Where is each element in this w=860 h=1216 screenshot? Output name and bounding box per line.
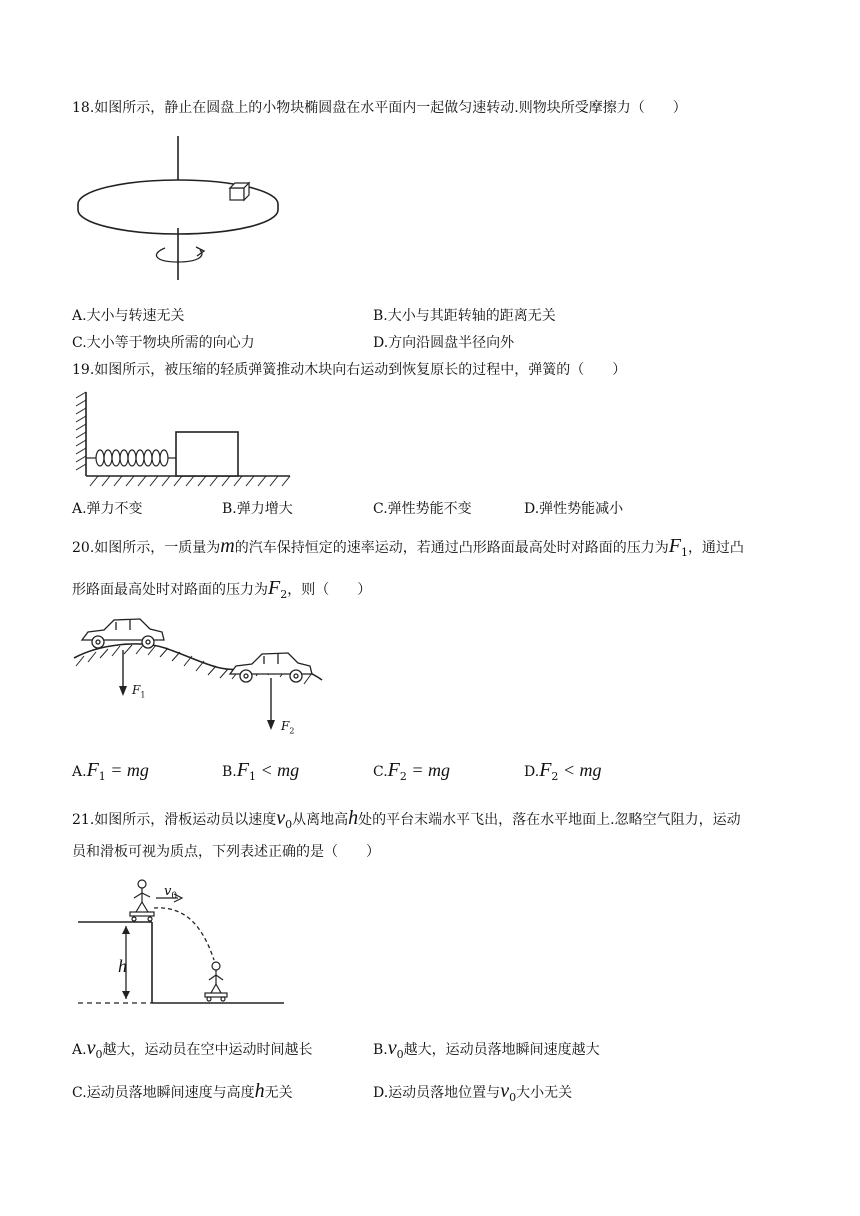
skater-top [130,880,154,921]
fig-label-v0: $v_0$ [164,884,178,902]
q18-stem: 18.如图所示，静止在圆盘上的小物块椭圆盘在水平面内一起做匀速转动.则物块所受摩擦力（ ） [72,100,687,116]
fig-label-h: h [118,956,127,976]
q18-option-d[interactable]: D.方向沿圆盘半径向外 [373,335,515,351]
q21-stem-line1: 21.如图所示，滑板运动员以速度$v_0$从离地高h处的平台末端水平飞出，落在水平地面上.忽略空气阻力，运动 [72,807,741,831]
q20-option-a[interactable]: $A.F_1$ = mg [72,759,149,783]
q18-option-a[interactable]: A.大小与转速无关 [72,308,185,324]
q21-option-b[interactable]: $B.v_0$越大，运动员落地瞬间速度越大 [373,1037,600,1061]
q20-option-b[interactable]: $B.F_1$ < mg [222,759,300,783]
q21-option-c[interactable]: C.运动员落地瞬间速度与高度h无关 [72,1080,293,1102]
fig-label-f2: $F_2$ [281,719,295,736]
q19-option-a[interactable]: A.弹力不变 [72,501,143,517]
q20-stem-line2: 形路面最高处时对路面的压力为$F_2$，则（ ） [72,577,372,601]
skater-bottom [205,962,227,1001]
q19-option-b[interactable]: B.弹力增大 [222,501,293,517]
q20-option-d[interactable]: $D.F_2$ < mg [524,759,602,783]
q21-option-d[interactable]: D.运动员落地位置与$v_0$大小无关 [373,1080,573,1104]
q18-option-b[interactable]: B.大小与其距转轴的距离无关 [373,308,556,324]
q21-stem-line2: 员和滑板可视为质点，下列表述正确的是（ ） [72,844,380,860]
q20-option-c[interactable]: $C.F_2$ = mg [373,759,451,783]
fig-label-f1: $F_1$ [132,683,146,700]
q19-option-c[interactable]: C.弹性势能不变 [373,501,472,517]
skateboarder-figure [74,872,294,1012]
q20-stem-line1: 20.如图所示，一质量为m的汽车保持恒定的速率运动，若通过凸形路面最高处时对路面的压力为$F_1$，通过凸 [72,535,744,559]
wood-block [176,432,238,476]
car-bottom [230,653,312,682]
spring [86,450,176,466]
block [230,183,249,200]
rotating-disk-figure [70,130,290,290]
spring-block-figure [70,388,300,490]
q18-option-c[interactable]: C.大小等于物块所需的向心力 [72,335,255,351]
q19-option-d[interactable]: D.弹性势能减小 [524,501,624,517]
q19-stem: 19.如图所示，被压缩的轻质弹簧推动木块向右运动到恢复原长的过程中，弹簧的（ ） [72,362,627,378]
car-road-figure [70,614,340,744]
q21-option-a[interactable]: $A.v_0$越大，运动员在空中运动时间越长 [72,1037,313,1061]
